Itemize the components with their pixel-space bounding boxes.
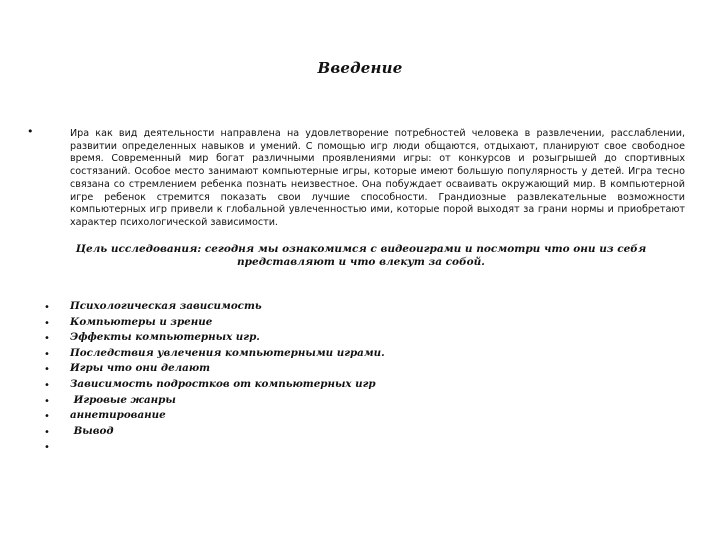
slide-title: Введение <box>317 59 403 77</box>
contents-item-what-games-do <box>0 361 720 377</box>
contents-item-game-effects <box>0 330 720 346</box>
contents-item-empty <box>0 439 720 455</box>
contents-item-label: Компьютеры и зрение <box>70 315 213 328</box>
contents-bullet: • <box>44 426 50 438</box>
contents-bullet: • <box>44 442 50 454</box>
contents-item-label: аннетирование <box>70 409 166 422</box>
contents-bullet: • <box>44 333 50 345</box>
intro-paragraph: Ира как вид деятельности направлена на удовлетворение потребностей человека в развлечении, расслаблении, развитии определенных навыков и умений. С помощью игр люди общаются, отдыхают, планируют свое свободное время. Современный мир богат различными проявлениями игры: от конкурсов и розыгрышей до спортивных состязаний. Особое место занимают компьютерные игры, которые имеют большую популярность у детей. Игра тесно связана со стремлением ребенка познать неизвестное. Она побуждает осваивать окружающий мир. В компьютерной игре ребенок стремится показать свои лучшие способности. Грандиозные развлекательные возможности компьютерных игр привели к глобальной увлеченностью ими, которые порой выходят за грани нормы и приобретают характер психологической зависимости. <box>70 128 685 228</box>
intro-bullet: • <box>27 125 34 138</box>
contents-bullet: • <box>44 395 50 407</box>
contents-item-consequences <box>0 346 720 362</box>
contents-item-label: Последствия увлечения компьютерными играми. <box>70 346 385 359</box>
contents-bullet: • <box>44 317 50 329</box>
contents-item-label: Зависимость подростков от компьютерных игр <box>70 377 376 390</box>
contents-item-game-genres <box>0 393 720 409</box>
contents-item-survey <box>0 408 720 424</box>
contents-list <box>0 299 720 455</box>
contents-item-label: Психологическая зависимость <box>70 300 262 312</box>
contents-bullet: • <box>44 348 50 360</box>
contents-bullet: • <box>44 379 50 391</box>
contents-bullet: • <box>44 302 50 313</box>
research-goal: Цель исследования: сегодня мы ознакомимся с видеоиграми и посмотри что они из себя представляют и что влекут за собой. <box>75 243 647 268</box>
contents-item-conclusion <box>0 424 720 440</box>
contents-bullet: • <box>44 411 50 423</box>
contents-item-label: Игры что они делают <box>70 362 211 375</box>
contents-item-psychological-dependence <box>0 299 720 315</box>
contents-item-label: Игровые жанры <box>70 393 176 406</box>
contents-item-computers-vision <box>0 315 720 331</box>
contents-item-teen-dependence <box>0 377 720 393</box>
contents-item-label: Вывод <box>70 424 114 437</box>
contents-item-label: Эффекты компьютерных игр. <box>70 331 260 344</box>
contents-bullet: • <box>44 364 50 376</box>
